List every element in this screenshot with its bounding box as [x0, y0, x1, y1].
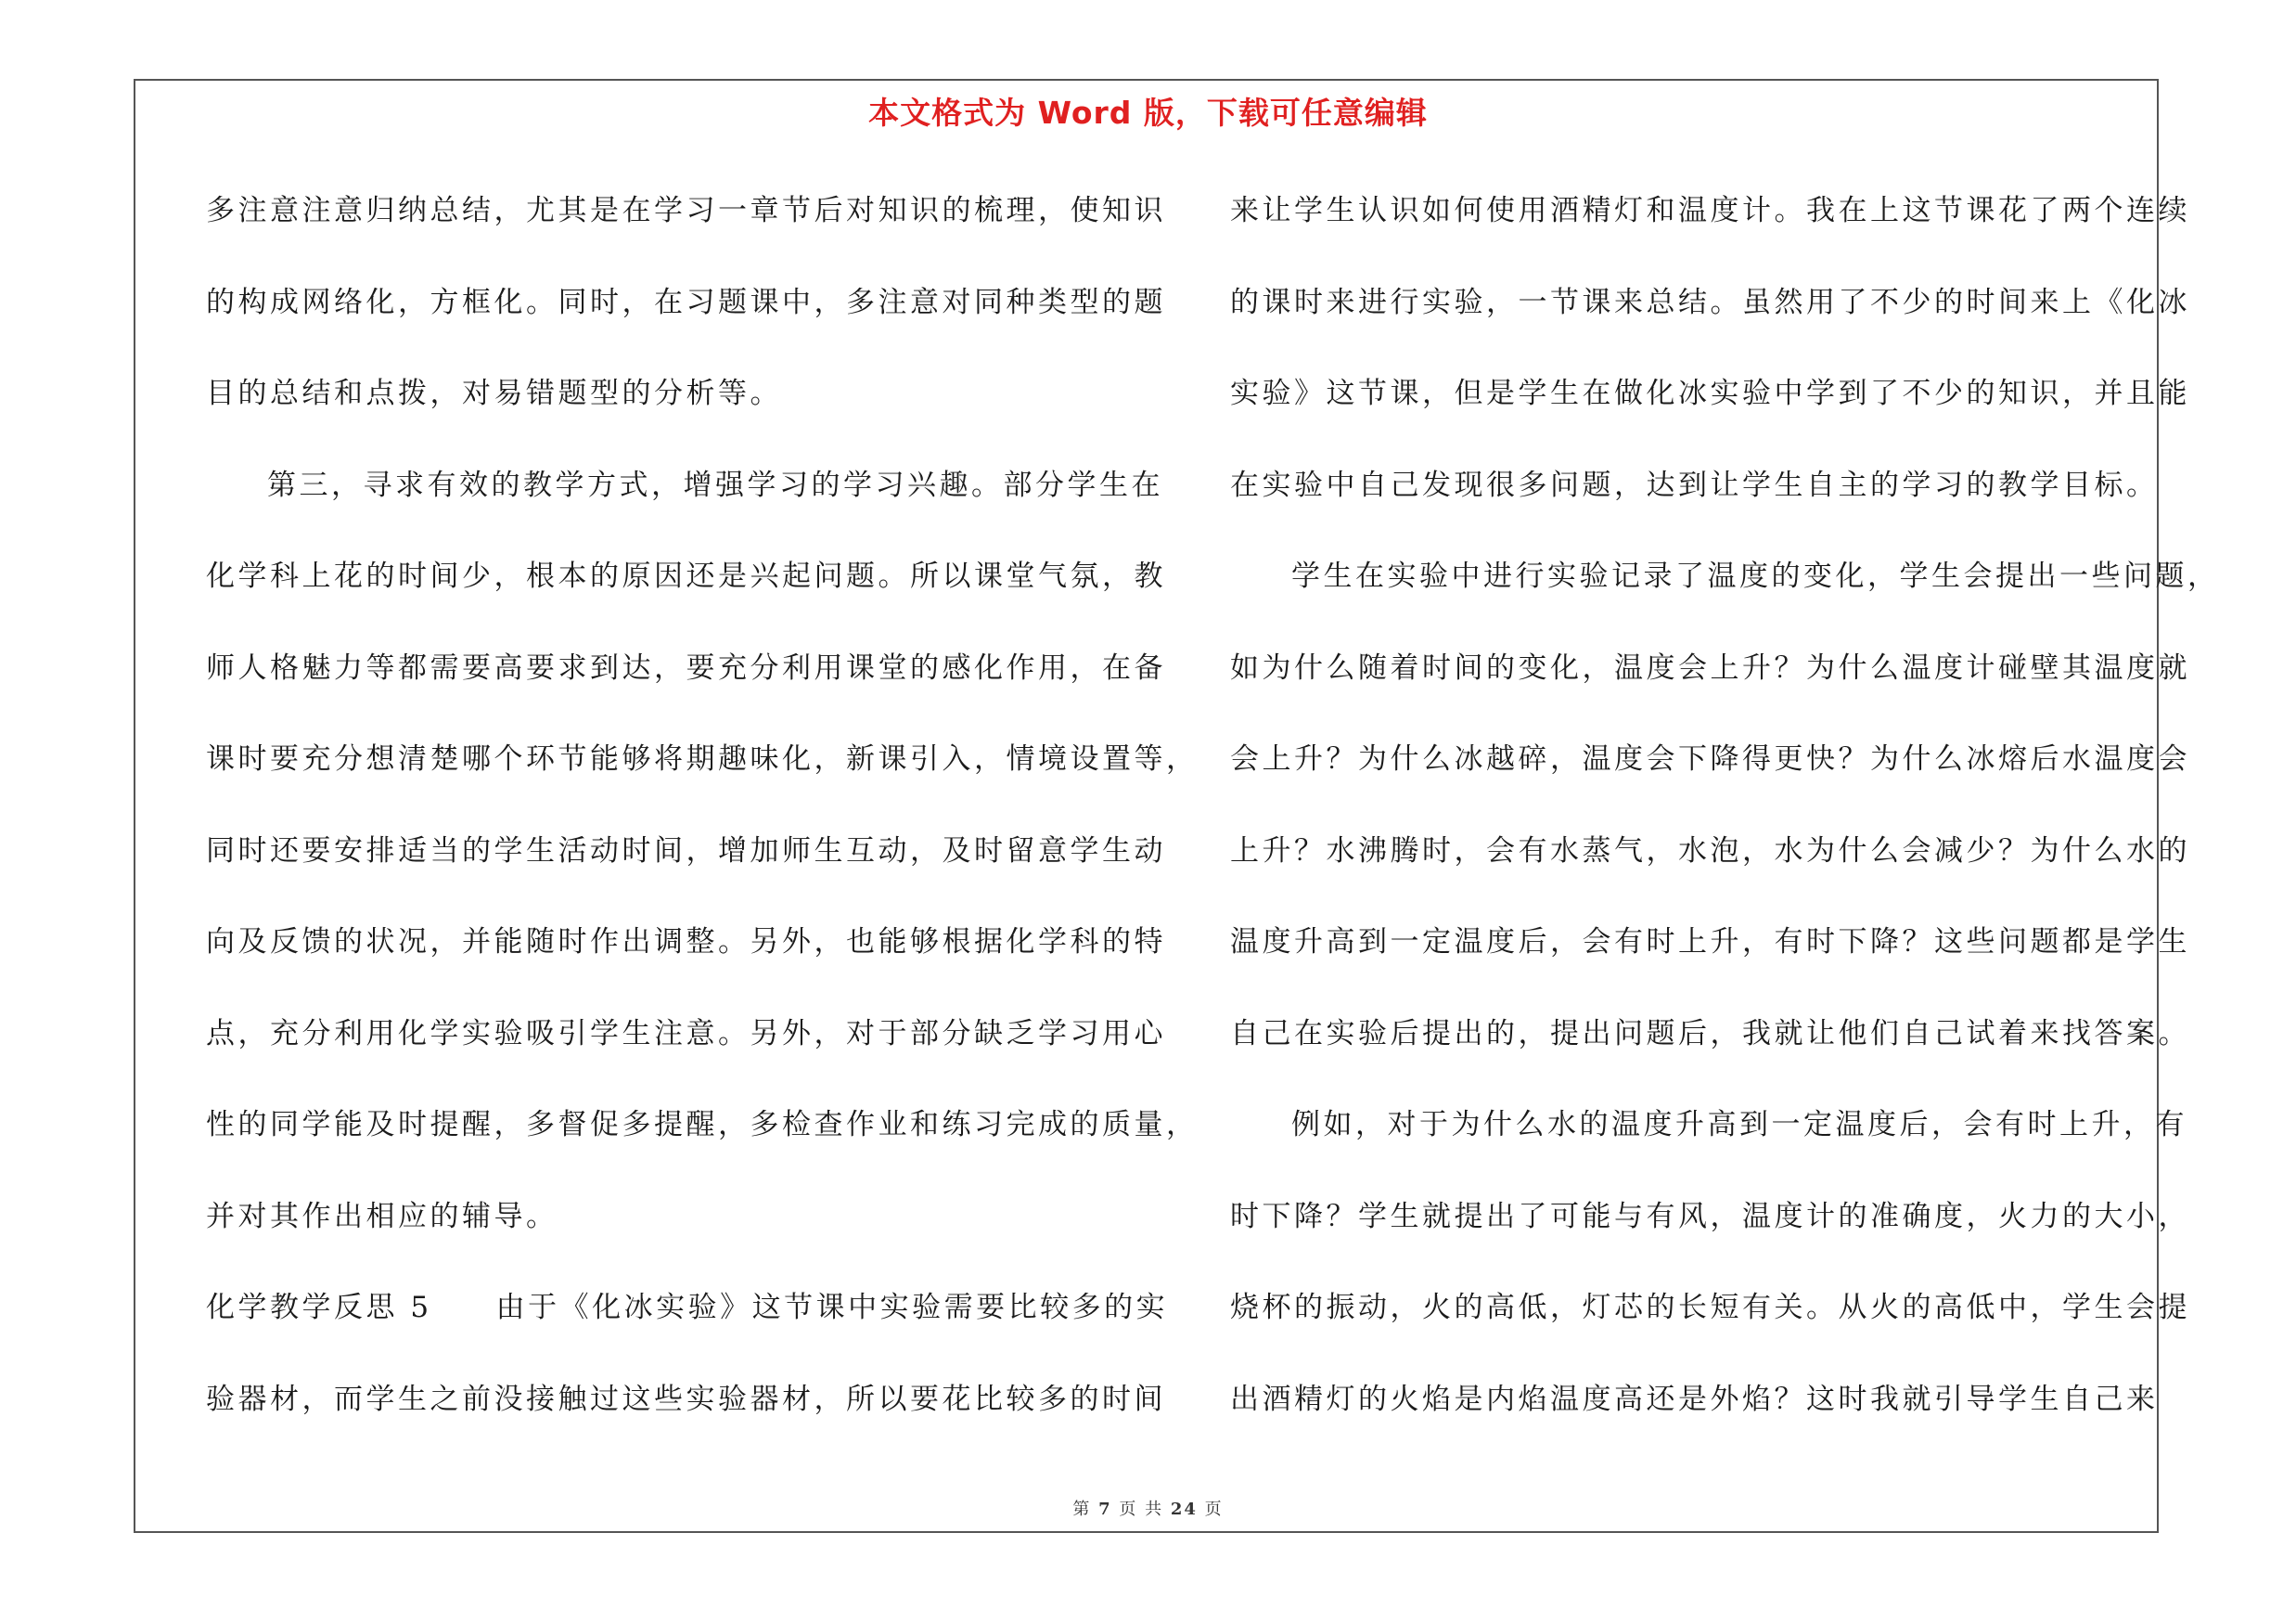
text-line: 来让学生认识如何使用酒精灯和温度计。我在上这节课花了两个连续 — [1230, 194, 2190, 227]
text-line: 烧杯的振动，火的高低，灯芯的长短有关。从火的高低中，学生会提 — [1230, 1291, 2190, 1324]
text-line: 学生在实验中进行实验记录了温度的变化，学生会提出一些问题， — [1291, 560, 2220, 593]
left-text-column — [206, 182, 1199, 1462]
header-banner: 本文格式为 Word 版，下载可任意编辑 — [868, 95, 1428, 131]
text-line: 点，充分利用化学实验吸引学生注意。另外，对于部分缺乏学习用心 — [206, 1016, 1166, 1050]
footer-middle: 页 共 — [1119, 1500, 1164, 1519]
text-line: 并对其作出相应的辅导。 — [206, 1199, 558, 1233]
text-line: 目的总结和点拨，对易错题型的分析等。 — [206, 377, 782, 410]
text-line: 化学科上花的时间少，根本的原因还是兴起问题。所以课堂气氛，教 — [206, 560, 1166, 593]
text-line: 的课时来进行实验，一节课来总结。虽然用了不少的时间来上《化冰 — [1230, 285, 2190, 319]
text-line: 同时还要安排适当的学生活动时间，增加师生互动，及时留意学生动 — [206, 833, 1166, 868]
text-line: 性的同学能及时提醒，多督促多提醒，多检查作业和练习完成的质量， — [206, 1108, 1199, 1141]
text-line: 例如，对于为什么水的温度升高到一定温度后，会有时上升，有 — [1291, 1108, 2187, 1141]
footer-prefix: 第 — [1072, 1500, 1092, 1519]
text-line: 如为什么随着时间的变化，温度会上升？为什么温度计碰壁其温度就 — [1230, 650, 2190, 685]
text-line: 温度升高到一定温度后，会有时上升，有时下降？这些问题都是学生 — [1230, 925, 2190, 959]
page-footer — [0, 1496, 2296, 1520]
text-line: 课时要充分想清楚哪个环节能够将期趣味化，新课引入，情境设置等， — [206, 742, 1199, 776]
text-line: 第三，寻求有效的教学方式，增强学习的学习兴趣。部分学生在 — [267, 468, 1163, 502]
text-line: 化学教学反思 5 由于《化冰实验》这节课中实验需要比较多的实 — [206, 1291, 1169, 1324]
text-line: 验器材，而学生之前没接触过这些实验器材，所以要花比较多的时间 — [206, 1382, 1166, 1416]
footer-suffix: 页 — [1204, 1500, 1224, 1519]
text-line: 在实验中自己发现很多问题，达到让学生自主的学习的教学目标。 — [1230, 468, 2159, 502]
text-line: 师人格魅力等都需要高要求到达，要充分利用课堂的感化作用，在备 — [206, 650, 1166, 685]
text-line: 实验》这节课，但是学生在做化冰实验中学到了不少的知识，并且能 — [1230, 377, 2190, 410]
footer-total-pages: 24 — [1170, 1500, 1198, 1519]
text-line: 多注意注意归纳总结，尤其是在学习一章节后对知识的梳理，使知识 — [206, 194, 1166, 227]
right-text-column — [1230, 182, 2220, 1462]
text-line: 的构成网络化，方框化。同时，在习题课中，多注意对同种类型的题 — [206, 285, 1166, 319]
text-line: 自己在实验后提出的，提出问题后，我就让他们自己试着来找答案。 — [1230, 1016, 2190, 1050]
text-line: 出酒精灯的火焰是内焰温度高还是外焰？这时我就引导学生自己来 — [1230, 1382, 2159, 1416]
text-line: 向及反馈的状况，并能随时作出调整。另外，也能够根据化学科的特 — [206, 925, 1166, 959]
text-line: 时下降？学生就提出了可能与有风，温度计的准确度，火力的大小， — [1230, 1199, 2190, 1233]
text-line: 上升？水沸腾时，会有水蒸气，水泡，水为什么会减少？为什么水的 — [1230, 833, 2190, 868]
text-line: 会上升？为什么冰越碎，温度会下降得更快？为什么冰熔后水温度会 — [1230, 742, 2190, 776]
footer-current-page: 7 — [1098, 1500, 1112, 1519]
